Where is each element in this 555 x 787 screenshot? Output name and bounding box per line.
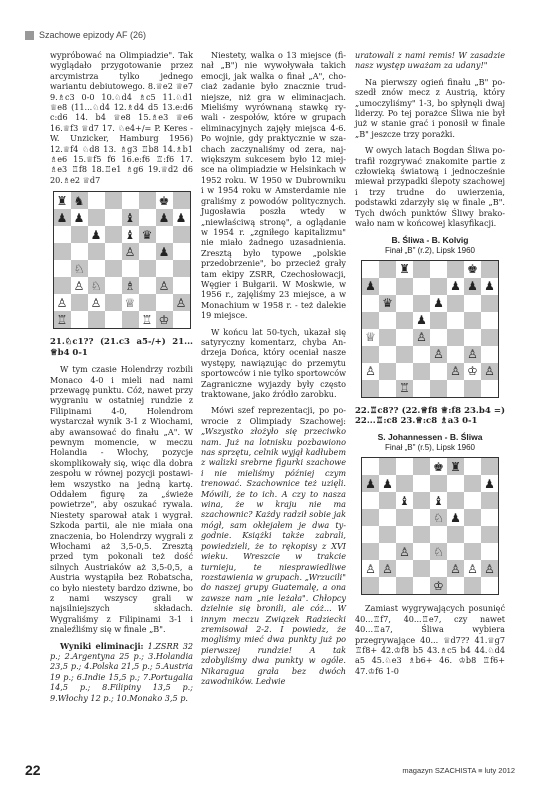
board-square — [362, 380, 379, 397]
column-1 — [50, 50, 193, 709]
board-square — [413, 526, 430, 543]
board-square — [105, 226, 122, 243]
board-square: ♔ — [156, 311, 173, 328]
header-square-icon — [25, 31, 34, 40]
board-square: ♙ — [88, 294, 105, 311]
col1-paragraph-2: W tym czasie Holendrzy rozbili Monaco 4-0 i mieli nad nami przewagę punktu. Cóż, nawet przy wygraniu w ostatniej rundzie z Filipinami 4-0, Holendrom wystarczał wynik 3-1 z Wiochami, aby awansować do finału „A". W pewnym momencie, w meczu Holandia - Włochy, pozycje skomplikowały się, więc dla dobra zespołu w równej pozycji postawiłem wszystko na jedną kartę. Oddałem figurę za „świeże powietrze", aby oszukać rywala. Niestety sparował atak i wygrał. Szkoda partii, ale nie miała ona znaczenia, bo Holendrzy wygrali z Włochami aż 3,5-0,5. Zresztą przed tym pokonali też dość silnych Austriaków aż 3,5-0,5, a Austria wystąpiła bez Robatscha, co było niestety bardzo dziwne, bo z nami wszyscy grali w najsilniejszych składach. Wygraliśmy z Filipinami 3-1 i znaleźliśmy się w finale „B". — [50, 364, 193, 635]
board-square — [413, 577, 430, 594]
board-square — [362, 312, 379, 329]
col1-paragraph-1: wypróbować na Olimpiadzie". Tak wyglądało przygotowanie przez arcymistrza tylko jednego wariantu debiutowego. 8.♕e2 ♕e7 9.♗c3 0-0 10.♘d4 ♗c5 11.♘d1 ♕e8 (11...♘d4 12.♗d4 d5 13.e:d6 c:d6 14. b4 ♕e8 15.♗e3 ♕e6 16.♕f3 ♕d7 17. ♘e4+/= P. Keres - W. Unzicker, Hamburg 1956) 12.♕f4 ♘d8 13. ♗g3 ♖b8 14.♗b1 ♗e6 15.♕f5 f6 16.e:f6 ♖:f6 17. ♗e3 ♖f8 18.♖e1 ♗g6 19.♕d2 d6 20.♗e2 ♕d7 — [50, 50, 193, 185]
board-square — [71, 226, 88, 243]
board-square: ♟ — [156, 209, 173, 226]
board-square — [481, 526, 498, 543]
board-square — [481, 329, 498, 346]
board-square — [447, 475, 464, 492]
board-square: ♛ — [379, 295, 396, 312]
board-square: ♔ — [464, 363, 481, 380]
board-square: ♟ — [88, 226, 105, 243]
board-square — [413, 380, 430, 397]
board-square: ♝ — [122, 226, 139, 243]
board-square: ♟ — [71, 209, 88, 226]
board-square — [379, 346, 396, 363]
board-square — [464, 295, 481, 312]
diagram2-players: B. Śliwa - B. Kolvig — [391, 234, 469, 245]
board-square — [362, 295, 379, 312]
running-header — [25, 30, 146, 40]
board-square: ♖ — [54, 311, 71, 328]
board-square — [464, 526, 481, 543]
board-square: ♞ — [71, 192, 88, 209]
board-square: ♙ — [430, 346, 447, 363]
board-square — [430, 526, 447, 543]
board-square — [88, 243, 105, 260]
board-square: ♕ — [122, 294, 139, 311]
board-square — [156, 260, 173, 277]
board-square — [464, 509, 481, 526]
board-square: ♟ — [464, 278, 481, 295]
board-square: ♘ — [88, 277, 105, 294]
board-square — [139, 243, 156, 260]
diagram3-caption — [355, 432, 505, 453]
board-square: ♟ — [430, 295, 447, 312]
board-square — [430, 312, 447, 329]
board-square — [379, 526, 396, 543]
board-square — [447, 312, 464, 329]
page-number: 22 — [25, 762, 41, 778]
board-square — [464, 577, 481, 594]
chess-diagram-1 — [53, 191, 191, 329]
col3-paragraph-2: Na pierwszy ogień finału „B" poszedł znów mecz z Austrią, który „umoczyliśmy" 1-3, bo spłynęli dwaj liderzy. Po tej porażce Śliwa nie był już w stanie grać i ponosił w finale „B" jeszcze trzy porażki. — [355, 76, 505, 139]
board-square — [71, 311, 88, 328]
board-square — [413, 475, 430, 492]
diagram3-event: Finał „B" (r.5), Lipsk 1960 — [385, 443, 475, 453]
results-heading: Wyniki eliminacji: — [60, 640, 144, 651]
board-square — [173, 277, 190, 294]
board-square: ♖ — [139, 311, 156, 328]
board-square: ♟ — [447, 509, 464, 526]
board-square — [362, 543, 379, 560]
board-square — [139, 294, 156, 311]
board-square: ♙ — [413, 329, 430, 346]
board-square — [173, 311, 190, 328]
board-square — [413, 543, 430, 560]
magazine-name: magazyn SZACHISTA ≡ luty 2012 — [402, 766, 515, 775]
col2-paragraph-3: Mówi szef reprezentacji, po powrocie z Olimpiady Szachowej: „Wszystko złożyło się przeciwko nam. Już na lotnisku pozbawiono nas sprzętu, celnik wyjął kadłubem z walizki srebrne figurki szachowe i nie mieliśmy później czym trenować. Szachownice też uzięli. Mówili, że to ich. A czy to nasza wina, że w kraju nie ma szachownic? Każdy radził sobie jak mógł, sam okłejałem je dwa tygodnie. Książki także zabrali, powiedzieli, że to rękopisy z XVI wieku. Wreszcie w trakcie turnieju, te niesprawiedliwe rozstawienia w grupach. „Wrzucili" do naszej grupy Guatemalę, a ona zawsze nam „nie leżała". Chłopcy dzielnie się bronili, ale cóż... W innym meczu Związek Radziecki zremisował 2-2. I powiedz, że mogliśmy mieć dwa punkty już po pierwszej rundzie! A tak zdobyliśmy dwa punkty w ogóle. Nikaragua grała bez dwóch zawodników. Ledwie — [201, 405, 346, 686]
board-square — [447, 261, 464, 278]
board-square — [156, 226, 173, 243]
board-square — [481, 577, 498, 594]
board-square — [396, 278, 413, 295]
col3-paragraph-4: Zamiast wygrywających posunięć 40...♖f7, 40...♖e7, czy nawet 40...♖a7, Śliwa wybiera przegrywające 40... ♕d7?? 41.♕g7 ♖f8+ 42.♔f8 b5 43.♗c5 b4 44.♘d4 a5 45.♘e3 ♗b6+ 46. ♔b8 ♖f6+ 47.♔f6 1-0 — [355, 603, 505, 676]
board-square — [413, 278, 430, 295]
board-square — [481, 346, 498, 363]
board-square — [139, 192, 156, 209]
board-square — [362, 492, 379, 509]
board-square — [54, 226, 71, 243]
board-square — [379, 543, 396, 560]
board-square — [88, 209, 105, 226]
board-square — [396, 509, 413, 526]
board-square — [54, 243, 71, 260]
board-square — [430, 475, 447, 492]
board-square — [362, 458, 379, 475]
board-square: ♙ — [481, 363, 498, 380]
board-square: ♙ — [54, 294, 71, 311]
diagram2-caption — [355, 235, 505, 256]
board-square: ♙ — [447, 560, 464, 577]
board-square: ♙ — [447, 363, 464, 380]
board-square — [481, 312, 498, 329]
board-square: ♙ — [396, 543, 413, 560]
board-square — [430, 363, 447, 380]
board-square — [413, 261, 430, 278]
board-square — [447, 380, 464, 397]
board-square — [430, 329, 447, 346]
board-square — [447, 526, 464, 543]
board-square — [122, 311, 139, 328]
board-square: ♖ — [396, 380, 413, 397]
board-square — [447, 346, 464, 363]
column-2 — [201, 50, 346, 692]
board-square — [379, 380, 396, 397]
board-square — [430, 261, 447, 278]
board-square: ♟ — [413, 312, 430, 329]
board-square: ♙ — [362, 363, 379, 380]
board-square — [481, 543, 498, 560]
col2-paragraph-2: W końcu lat 50-tych, ukazał się satyryczny komentarz, chyba Andrzeja Dońca, który oceniał nasze występy, nawiązując do przemytu sportowców i nie tylko sportowców Zagraniczne wyjazdy były często traktowane, jako źródło zarobku. — [201, 326, 346, 399]
board-square — [396, 458, 413, 475]
board-square: ♙ — [156, 277, 173, 294]
board-square: ♟ — [362, 278, 379, 295]
board-square — [464, 312, 481, 329]
board-square — [464, 475, 481, 492]
board-square — [71, 243, 88, 260]
board-square — [122, 192, 139, 209]
col1-results — [50, 641, 193, 703]
board-square: ♟ — [379, 475, 396, 492]
board-square — [173, 260, 190, 277]
board-square — [139, 260, 156, 277]
board-square — [379, 278, 396, 295]
board-square — [396, 560, 413, 577]
board-square — [156, 294, 173, 311]
board-square: ♚ — [156, 192, 173, 209]
board-square — [413, 492, 430, 509]
board-square: ♜ — [396, 261, 413, 278]
board-square — [379, 458, 396, 475]
board-square: ♙ — [71, 277, 88, 294]
board-square: ♟ — [156, 243, 173, 260]
board-square — [88, 192, 105, 209]
board-square — [481, 458, 498, 475]
board-square — [122, 260, 139, 277]
board-square — [413, 363, 430, 380]
col2-paragraph-1: Niestety, walka o 13 miejsce (finał „B") nie wywoływała takich emocji, jak walka o finał „A", chociaż zadanie było znacznie trudniejsze, niż gra w eliminacjach. Mieliśmy wyrównaną stawkę rywali - zespołów, które w grupach eliminacyjnych zajęły miejsca 4-6. Po wojnie, gdy praktycznie w szachach zaczynaliśmy od zera, największym sukcesem było 12 miejsce na olimpiadzie w Helsinkach w 1952 roku. W 1950 w Dubrowniku i w 1954 roku w Amsterdamie nie graliśmy z powodów politycznych. Jugosławia poszła wtedy w „niewłaściwą stronę", a oglądanie w 1954 r. „zgniłego kapitalizmu" nie miało żadnego uzasadnienia. Zresztą było typowe „polskie przedobrzenie", bo przecież grały tam ekipy ZSRR, Czechosłowacji, Węgier i Bułgarii. W Moskwie, w 1956 r., zajęliśmy 23 miejsce, a w Monachium w 1958 r. - też dalekie 19 miejsce. — [201, 50, 346, 321]
board-square: ♘ — [430, 543, 447, 560]
board-square — [105, 192, 122, 209]
board-square — [481, 492, 498, 509]
board-square — [447, 543, 464, 560]
board-square: ♟ — [362, 475, 379, 492]
board-square — [105, 260, 122, 277]
board-square — [362, 526, 379, 543]
diagram2-moves: 22.♖c8?? (22.♕f8 ♕:f8 23.b4 =) 22...♖:c8 23.♕:c8 ♗a3 0-1 — [355, 405, 505, 426]
board-square — [379, 329, 396, 346]
board-square: ♚ — [464, 261, 481, 278]
board-square — [54, 260, 71, 277]
board-square — [481, 509, 498, 526]
board-square — [396, 295, 413, 312]
board-square — [464, 458, 481, 475]
board-square — [139, 209, 156, 226]
board-square — [379, 492, 396, 509]
board-square — [447, 492, 464, 509]
board-square: ♘ — [430, 509, 447, 526]
board-square — [379, 312, 396, 329]
header-title: Szachowe epizody AF (26) — [39, 30, 147, 40]
board-square: ♙ — [173, 294, 190, 311]
board-square — [88, 311, 105, 328]
board-square: ♝ — [396, 492, 413, 509]
board-square — [362, 261, 379, 278]
diagram2-event: Finał „B" (r.2), Lipsk 1960 — [385, 245, 475, 255]
board-square: ♗ — [122, 277, 139, 294]
board-square — [105, 277, 122, 294]
board-square: ♙ — [481, 560, 498, 577]
board-square — [413, 560, 430, 577]
board-square: ♟ — [481, 278, 498, 295]
board-square: ♚ — [430, 458, 447, 475]
board-square — [396, 312, 413, 329]
board-square: ♘ — [71, 260, 88, 277]
board-square — [413, 295, 430, 312]
col3-paragraph-1: uratowali z nami remis! W zasadzie nasz występ uważam za udany!" — [355, 50, 505, 71]
board-square — [430, 380, 447, 397]
board-square — [413, 346, 430, 363]
board-square: ♙ — [122, 243, 139, 260]
board-square — [464, 543, 481, 560]
board-square: ♜ — [54, 192, 71, 209]
board-square — [481, 261, 498, 278]
board-square — [173, 243, 190, 260]
board-square — [105, 243, 122, 260]
diagram1-moves: 21.♘c1?? (21.c3 a5-/+) 21... ♕b4 0-1 — [50, 337, 193, 358]
chess-diagram-3 — [361, 457, 499, 595]
board-square — [413, 509, 430, 526]
board-square: ♝ — [122, 209, 139, 226]
board-square — [396, 363, 413, 380]
board-square: ♙ — [362, 560, 379, 577]
board-square — [464, 492, 481, 509]
board-square — [396, 475, 413, 492]
board-square — [396, 329, 413, 346]
board-square — [447, 577, 464, 594]
board-square: ♙ — [464, 346, 481, 363]
board-square: ♟ — [54, 209, 71, 226]
board-square — [88, 260, 105, 277]
board-square — [71, 294, 88, 311]
board-square — [362, 346, 379, 363]
board-square — [464, 380, 481, 397]
board-square — [430, 560, 447, 577]
board-square: ♔ — [430, 577, 447, 594]
board-square — [105, 209, 122, 226]
board-square — [447, 295, 464, 312]
board-square: ♙ — [464, 560, 481, 577]
board-square — [379, 363, 396, 380]
column-3 — [355, 50, 505, 682]
board-square: ♕ — [362, 329, 379, 346]
board-square — [481, 295, 498, 312]
board-square — [481, 380, 498, 397]
board-square: ♟ — [481, 475, 498, 492]
board-square — [139, 277, 156, 294]
board-square: ♟ — [173, 209, 190, 226]
board-square — [362, 577, 379, 594]
col3-paragraph-3: W owych latach Bogdan Śliwa potrafił rozgrywać znakomite partie z człowieką światową i jednocześnie miewał przypadki ślepoty szachowej i trzy trudne do uwierzenia, podstawki zdarzyły się w finale „B". Tych dwóch punktów Śliwy brakowało nam w końcowej klasyfikacji. — [355, 145, 505, 229]
board-square — [173, 226, 190, 243]
board-square: ♝ — [430, 492, 447, 509]
board-square — [105, 311, 122, 328]
board-square — [379, 261, 396, 278]
diagram3-players: S. Johannessen - B. Śliwa — [377, 432, 483, 443]
board-square: ♟ — [447, 278, 464, 295]
board-square — [379, 509, 396, 526]
board-square — [105, 294, 122, 311]
board-square — [362, 509, 379, 526]
board-square — [430, 278, 447, 295]
board-square — [396, 526, 413, 543]
results-text: 1.ZSRR 32 p.; 2.Argentyna 25 p.; 3.Holandia 23,5 p.; 4.Polska 21,5 p.; 5.Austria 19 p.; 6.Indie 15,5 p.; 7.Portugalia 14,5 p.; 8.Filipiny 13,5 p.; 9.Włochy 12 p.; 10.Monako 3,5 p. — [50, 640, 193, 703]
board-square — [464, 329, 481, 346]
chess-diagram-2 — [361, 260, 499, 398]
board-square — [396, 346, 413, 363]
board-square: ♛ — [139, 226, 156, 243]
board-square — [447, 329, 464, 346]
board-square — [396, 577, 413, 594]
board-square: ♜ — [447, 458, 464, 475]
board-square — [379, 577, 396, 594]
board-square — [413, 458, 430, 475]
board-square: ♙ — [379, 560, 396, 577]
board-square — [54, 277, 71, 294]
board-square — [173, 192, 190, 209]
